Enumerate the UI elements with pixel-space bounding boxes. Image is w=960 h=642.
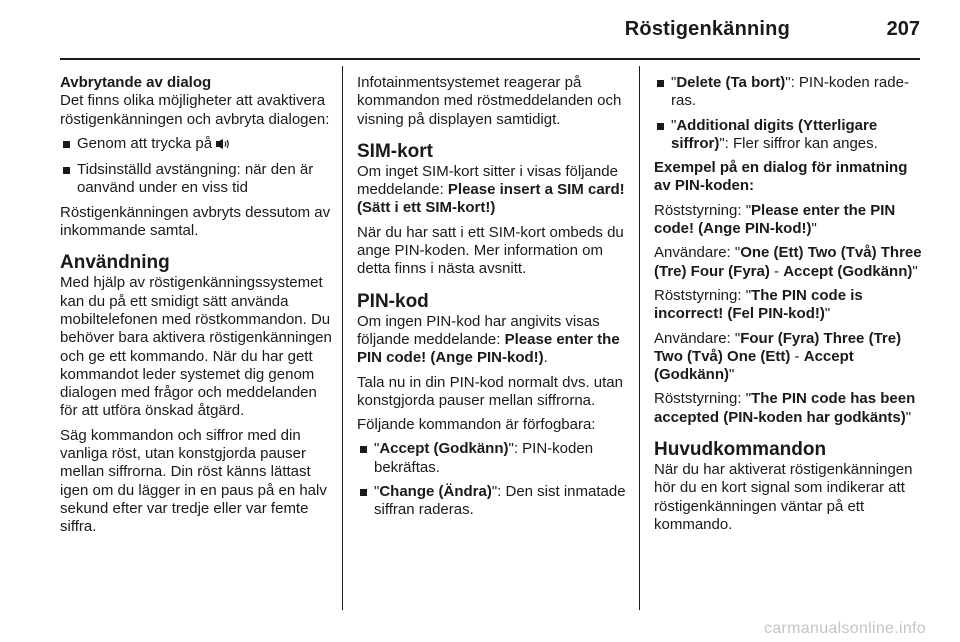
speaker-label: Röststyrning: xyxy=(654,201,746,219)
quote: " xyxy=(734,329,741,347)
text: : PIN-koden raderas. xyxy=(671,74,909,110)
paragraph-pin-3: Följande kommandon är förfogbara: xyxy=(357,416,596,434)
text: Om inget SIM-kort sitter i visas följande meddelande: xyxy=(357,162,618,199)
paragraph-sim-1 xyxy=(357,163,627,218)
paragraph-intro: Infotainmentsystemet reagerar på kommandon med röstmeddelanden och visning på displayen samtidigt. xyxy=(357,74,622,128)
bullet-item-accept xyxy=(357,440,627,477)
dash: - xyxy=(769,262,784,280)
dialog-line-4 xyxy=(654,330,922,385)
heading-anvandning: Användning xyxy=(60,252,170,274)
bullet-list-commands xyxy=(357,440,627,519)
quote: " xyxy=(905,408,912,426)
heading-huvudkommandon: Huvudkommandon xyxy=(654,439,827,461)
bullet-item-change xyxy=(357,483,627,520)
column-divider-1 xyxy=(342,66,343,610)
header-rule xyxy=(60,58,920,60)
bullet-text: Tidsinställd avstängning: när den är oanvänd under en viss tid xyxy=(77,161,314,197)
command-text: Accept (Godkänn) xyxy=(379,440,509,458)
dialog-line-3 xyxy=(654,287,922,324)
bullet-list-commands-continued xyxy=(654,74,922,153)
dialog-text: Please enter the PIN code! (Ange PIN-kod!) xyxy=(654,201,896,238)
page-number: 207 xyxy=(886,18,920,40)
quote: " xyxy=(734,244,741,262)
column-2 xyxy=(357,74,627,526)
watermark: carmanualsonline.info xyxy=(764,620,926,637)
dialog-text: Four (Fyra) Three (Tre) Two (Två) One (Ett) xyxy=(654,329,902,365)
command-text: Delete (Ta bort) xyxy=(676,74,786,91)
quote: " xyxy=(671,116,677,134)
paragraph-pin-1 xyxy=(357,313,627,368)
bullet-item-additional xyxy=(654,117,922,154)
voice-control-icon xyxy=(215,137,231,155)
paragraph-anvandning-2: Säg kommandon och siffror med din vanliga röst, utan konstgjorda pauser mellan siffrorna. Din röst känns lättast igen om du lägger in en paus på en halv sekund efter var tredje eller var femte siffra. xyxy=(60,426,327,536)
paragraph-anvandning-1: Med hjälp av röstigenkänningssystemet kan du på ett smidigt sätt använda mobiltelefonen med röstkommandon. Du behöver bara aktivera röstigenkänningen och ge ett kommando. När du har gett kommandot leder systemet dig genom dialogen med frågor och meddelanden för att utföra önskad åtgärd. xyxy=(60,274,332,420)
column-divider-2 xyxy=(639,66,640,610)
command-text: Additional digits (Ytterligare siffror) xyxy=(671,116,878,152)
bullet-item-delete xyxy=(654,74,922,111)
paragraph-inkommande: Röstigenkänningen avbryts dessutom av inkommande samtal. xyxy=(60,203,331,240)
paragraph-huvudkommandon: När du har aktiverat röstigenkänningen hör du en kort signal som indikerar att röstigenkänningen väntar på ett kommando. xyxy=(654,461,913,533)
quote: " xyxy=(374,440,380,458)
paragraph-pin-2: Tala nu in din PIN-kod normalt dvs. utan konstgjorda pauser mellan siffrorna. xyxy=(357,373,623,409)
quote: " xyxy=(671,74,677,91)
quote: " xyxy=(824,305,831,323)
heading-exempel: Exempel på en dialog för inmatning av PIN-koden: xyxy=(654,159,908,195)
paragraph-avbryt: Det finns olika möjligheter att avaktivera röstigenkänningen och avbryta dialogen: xyxy=(60,92,330,128)
page-title: Röstigenkänning xyxy=(624,18,790,40)
quote: " xyxy=(811,220,817,238)
quote: " xyxy=(745,390,752,408)
text: : Fler siffror kan anges. xyxy=(724,134,878,152)
quote: " xyxy=(785,74,791,91)
quote: " xyxy=(719,134,725,152)
heading-pin: PIN-kod xyxy=(357,290,429,312)
dialog-text: One (Ett) Two (Två) Three (Tre) Four (Fyra) xyxy=(654,244,922,280)
speaker-label: Röststyrning: xyxy=(654,286,746,304)
quote: " xyxy=(745,201,752,219)
text: Om ingen PIN-kod har angivits visas följande meddelande: xyxy=(357,312,600,348)
dialog-line-5 xyxy=(654,390,922,427)
bullet-item-button xyxy=(60,135,332,155)
heading-sim: SIM-kort xyxy=(357,140,433,162)
quote: " xyxy=(508,440,514,458)
text: . xyxy=(543,349,548,367)
bullet-text: Genom att trycka på xyxy=(77,134,213,152)
text: : Den sist inmatade siffran raderas. xyxy=(374,483,626,519)
paragraph-sim-2: När du har satt i ett SIM-kort ombeds du ange PIN-koden. Mer information om detta finns i nästa avsnitt. xyxy=(357,223,624,278)
message-text: Please insert a SIM card! (Sätt i ett SIM-kort!) xyxy=(357,181,625,217)
column-1 xyxy=(60,74,332,543)
quote: " xyxy=(374,483,380,501)
dialog-text: The PIN code is incorrect! (Fel PIN-kod!) xyxy=(654,286,863,323)
dialog-line-1 xyxy=(654,202,922,239)
heading-avbrytande: Avbrytande av dialog xyxy=(60,74,212,91)
bullet-list-avbryt xyxy=(60,135,332,198)
dialog-line-2 xyxy=(654,244,922,281)
message-text: Please enter the PIN code! (Ange PIN-kod!) xyxy=(357,330,620,367)
quote: " xyxy=(729,366,735,384)
quote: " xyxy=(745,286,752,304)
text: : PIN-koden bekräftas. xyxy=(374,440,594,476)
speaker-label: Användare: xyxy=(654,244,735,262)
command-text: Change (Ändra) xyxy=(379,483,492,501)
dialog-text: Accept (Godkänn) xyxy=(783,262,913,280)
bullet-item-timeout xyxy=(60,161,332,198)
speaker-label: Användare: xyxy=(654,329,735,347)
dialog-text: The PIN code has been accepted (PIN-koden har godkänts) xyxy=(654,390,916,426)
column-3 xyxy=(654,74,922,540)
dash: - xyxy=(790,347,804,365)
dialog-text: Accept (Godkänn) xyxy=(654,347,854,384)
quote: " xyxy=(912,262,918,280)
quote: " xyxy=(491,483,498,501)
speaker-label: Röststyrning: xyxy=(654,390,746,408)
